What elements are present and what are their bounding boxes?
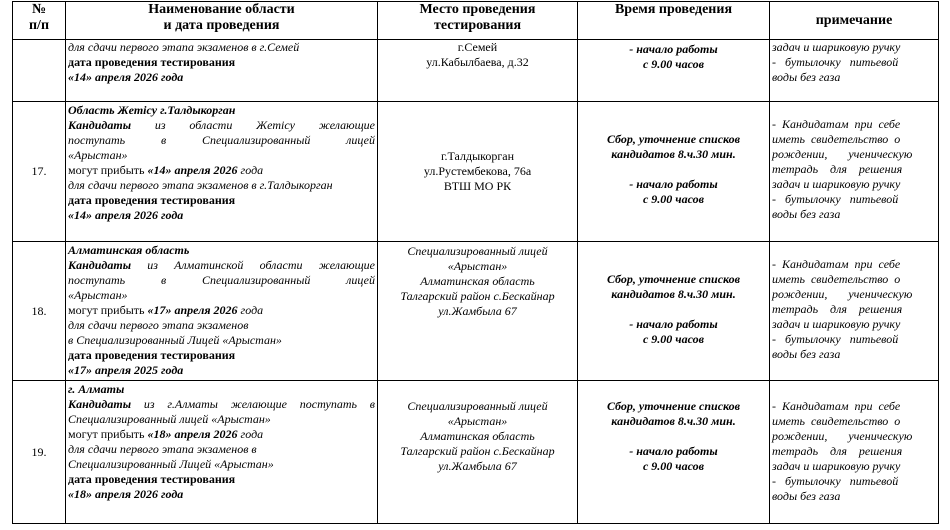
region-line: для сдачи первого этапа экзаменов	[68, 318, 249, 332]
row-number: 17.	[13, 102, 66, 242]
time-line: кандидатов 8.ч.30 мин.	[611, 414, 736, 428]
time-line: кандидатов 8.ч.30 мин.	[611, 147, 736, 161]
venue-line: Талгарский район с.Бескайнар	[400, 444, 555, 458]
venue-cell	[378, 242, 578, 381]
time-line: с 9.00 часов	[642, 332, 704, 346]
region-line	[68, 397, 375, 412]
note-line: воды без газа	[772, 347, 841, 361]
venue-line: Алматинская область	[420, 274, 535, 288]
arrive-date: «18» апреля 2026	[147, 427, 238, 441]
venue-line: ул.Кабылбаева, д.32	[426, 55, 529, 69]
note-cell	[770, 381, 939, 524]
note-cell	[770, 40, 939, 102]
venue-line: г.Семей	[457, 40, 498, 54]
venue-line: ВТШ МО РК	[443, 179, 512, 193]
venue-line: ул.Жамбыла 67	[438, 304, 517, 318]
time-line: - начало работы	[629, 444, 718, 458]
candidates-text: из Алматинской области желающие	[131, 258, 375, 272]
region-line	[68, 427, 375, 442]
note-line: воды без газа	[772, 489, 841, 503]
time-cell	[578, 242, 770, 381]
region-line: для сдачи первого этапа экзаменов в г.Семей	[68, 40, 300, 54]
time-cell	[578, 102, 770, 242]
region-line: Алматинская область	[68, 243, 190, 257]
region-and-date-cell	[66, 381, 378, 524]
row-number: 19.	[13, 381, 66, 524]
candidates-label: Кандидаты	[68, 397, 132, 411]
note-line: воды без газа	[772, 207, 841, 221]
header-num: № п/п	[13, 2, 66, 40]
region-line: «14» апреля 2026 года	[68, 70, 184, 84]
note-line: воды без газа	[772, 70, 841, 84]
region-line: для сдачи первого этапа экзаменов в	[68, 442, 257, 456]
note-cell	[770, 102, 939, 242]
region-line	[68, 163, 375, 178]
candidates-text: из области Жетісу желающие	[131, 118, 375, 132]
arrive-suffix: года	[237, 163, 264, 177]
candidates-label: Кандидаты	[68, 258, 132, 272]
arrive-text: могут прибыть	[68, 163, 148, 177]
note-line: - бутылочку питьевой	[772, 192, 899, 206]
region-line: «18» апреля 2026 года	[68, 487, 184, 501]
candidates-label: Кандидаты	[68, 118, 132, 132]
time-line: - начало работы	[629, 317, 718, 331]
time-line: с 9.00 часов	[642, 57, 704, 71]
region-and-date-cell	[66, 102, 378, 242]
venue-line: Талгарский район с.Бескайнар	[400, 289, 555, 303]
region-line	[68, 118, 375, 133]
region-line: Специализированный лицей «Арыстан»	[68, 412, 271, 426]
header-note: примечание	[770, 2, 939, 40]
note-line: тетрадь для решения	[772, 302, 903, 316]
note-line: рождении, ученическую	[772, 429, 913, 443]
table-row	[13, 242, 939, 381]
venue-cell	[378, 381, 578, 524]
note-line: задач и шариковую ручку	[772, 459, 901, 473]
candidates-text: из г.Алматы желающие поступать в	[131, 397, 375, 411]
table-row	[13, 102, 939, 242]
venue-cell	[378, 40, 578, 102]
venue-line: ул.Жамбыла 67	[438, 459, 517, 473]
time-cell	[578, 40, 770, 102]
arrive-date: «17» апреля 2026	[147, 303, 238, 317]
region-line: дата проведения тестирования	[68, 348, 236, 362]
note-line: - бутылочку питьевой	[772, 332, 899, 346]
note-line: задач и шариковую ручку	[772, 40, 901, 54]
note-line: рождении, ученическую	[772, 287, 913, 301]
region-line: г. Алматы	[68, 382, 125, 396]
region-line: в Специализированный Лицей «Арыстан»	[68, 333, 282, 347]
region-line: поступать в Специализированный лицей	[68, 273, 375, 287]
spacer	[580, 429, 767, 444]
venue-line: Специализированный лицей	[407, 399, 548, 413]
region-line: Специализированный Лицей «Арыстан»	[68, 457, 274, 471]
spacer	[580, 162, 767, 177]
region-line: Область Жетісу г.Талдыкорган	[68, 103, 236, 117]
time-line: - начало работы	[629, 42, 718, 56]
arrive-suffix: года	[237, 427, 264, 441]
note-line: задач и шариковую ручку	[772, 317, 901, 331]
region-line: «17» апреля 2025 года	[68, 363, 184, 377]
region-and-date-cell	[66, 40, 378, 102]
time-line: кандидатов 8.ч.30 мин.	[611, 287, 736, 301]
header-time: Время проведения	[578, 2, 770, 40]
table-row	[13, 40, 939, 102]
region-line: для сдачи первого этапа экзаменов в г.Талдыкорган	[68, 178, 333, 192]
note-line: - Кандидатам при себе	[772, 399, 901, 413]
region-line: дата проведения тестирования	[68, 193, 236, 207]
note-line: тетрадь для решения	[772, 162, 903, 176]
time-line: Сбор, уточнение списков	[606, 132, 741, 146]
note-line: задач и шариковую ручку	[772, 177, 901, 191]
table-row	[13, 381, 939, 524]
region-and-date-cell	[66, 242, 378, 381]
venue-line: Алматинская область	[420, 429, 535, 443]
region-line: «Арыстан»	[68, 148, 128, 162]
time-line: с 9.00 часов	[642, 192, 704, 206]
time-line: с 9.00 часов	[642, 459, 704, 473]
note-cell	[770, 242, 939, 381]
note-line: - Кандидатам при себе	[772, 257, 901, 271]
spacer	[580, 302, 767, 317]
time-line: Сбор, уточнение списков	[606, 272, 741, 286]
region-line	[68, 303, 375, 318]
header-place: Место проведения тестирования	[378, 2, 578, 40]
venue-cell	[378, 102, 578, 242]
region-line: поступать в Специализированный лицей	[68, 133, 375, 147]
region-line: «Арыстан»	[68, 288, 128, 302]
note-line: - бутылочку питьевой	[772, 55, 899, 69]
venue-line: «Арыстан»	[447, 259, 508, 273]
header-name: Наименование области и дата проведения	[66, 2, 378, 40]
venue-line: «Арыстан»	[447, 414, 508, 428]
note-line: тетрадь для решения	[772, 444, 903, 458]
region-line	[68, 258, 375, 273]
note-line: иметь свидетельство о	[772, 272, 901, 286]
venue-line: ул.Рустембекова, 76а	[423, 164, 532, 178]
venue-line: Специализированный лицей	[407, 244, 548, 258]
note-line: иметь свидетельство о	[772, 132, 901, 146]
note-line: рождении, ученическую	[772, 147, 913, 161]
time-line: Сбор, уточнение списков	[606, 399, 741, 413]
row-number	[13, 40, 66, 102]
note-line: иметь свидетельство о	[772, 414, 901, 428]
arrive-date: «14» апреля 2026	[147, 163, 238, 177]
time-line: - начало работы	[629, 177, 718, 191]
row-number: 18.	[13, 242, 66, 381]
schedule-table	[12, 1, 939, 524]
region-line: дата проведения тестирования	[68, 472, 236, 486]
note-line: - бутылочку питьевой	[772, 474, 899, 488]
arrive-text: могут прибыть	[68, 427, 148, 441]
region-line: дата проведения тестирования	[68, 55, 236, 69]
header-row	[13, 2, 939, 40]
venue-line: г.Талдыкорган	[440, 149, 515, 163]
arrive-text: могут прибыть	[68, 303, 148, 317]
time-cell	[578, 381, 770, 524]
region-line: «14» апреля 2026 года	[68, 208, 184, 222]
note-line: - Кандидатам при себе	[772, 117, 901, 131]
arrive-suffix: года	[237, 303, 264, 317]
